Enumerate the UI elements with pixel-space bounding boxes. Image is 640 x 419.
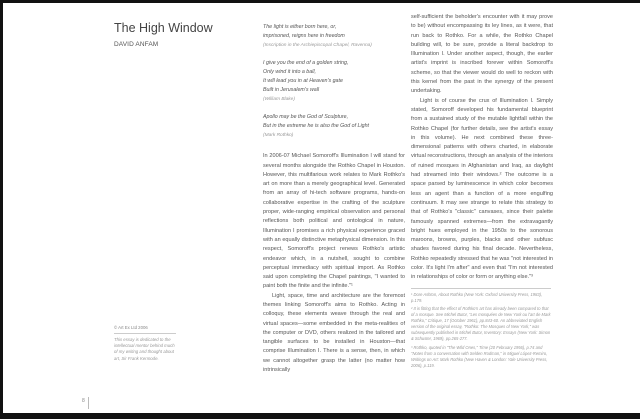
epigraph-line: Only wind it into a ball,	[263, 68, 316, 75]
epigraph-source: (Inscription in the Archiepiscopal Chapel, Ravenna)	[263, 43, 372, 49]
epigraph-line: Built in Jerusalem's wall	[263, 87, 320, 94]
body-paragraph: Light, space, time and architecture are the foremost themes linking Somoroff's aims to Rothko. Acting in colloquy, these elements weave through the real and virtual spaces—some embedded in the meta-realities of the computer or DVD, others realized in the tailored and tangible surfaces to be installed in Houston—that comprise Illumination I. There is a sense, then, in which we cannot altogether grasp the latter (no matter how intrinsically	[263, 292, 405, 374]
epigraph-line: It will lead you in at Heaven's gate	[263, 78, 343, 85]
author-name: DAVID ANFAM	[114, 41, 159, 48]
epigraph	[263, 23, 405, 51]
epigraph	[263, 59, 405, 105]
copyright-notice: © Art Ex Ltd 2006	[114, 325, 176, 334]
body-paragraph: In 2006-07 Michael Somoroff's Illumination I will stand for several months alongside the Rothko Chapel in Houston. However, this multifarious work relates to Mark Rothko's art on more than a merely geographical level. Generated from an array of hi-tech software programs, hands-on collaborative expertise in the crafting of the sculpture proper, wide-ranging empirical observation and personal reflections both political and ontological in nature, Illumination I promises a rich physical experience graced with an equally distinctive metaphysical dimension. In this respect, Somoroff's project renews Rothko's artistic endeavor which, in a nutshell, sought to combine perceptual immediacy with spiritual import. As Rothko said upon completing the Chapel paintings, "I wanted to paint both the finite and the infinite."¹	[263, 153, 405, 290]
epigraph-line: imprisoned, reigns here in freedom	[263, 33, 345, 40]
left-text-stack	[263, 23, 405, 375]
page-number: 8	[82, 398, 85, 404]
epigraph-line: The light is either born here, or,	[263, 24, 337, 30]
body-paragraph-continued: self-sufficient the beholder's encounter with it may prove to be) without encompassing its ley lines, as it were, that run back to Rothko. For a while, the Rothko Chapel building will, to be sure, provide a literal backdrop to Illumination I. Under another aspect, though, the earlier artist's imprint is inscribed forever within Somoroff's scheme, so that the viewer would do well to reckon with this kernel from the past in the synergy of the present undertaking.	[411, 14, 553, 95]
epigraph-line: But in the extreme he is also the God of Light	[263, 122, 369, 129]
book-page-spread	[3, 3, 640, 413]
epigraph-source: (William Blake)	[263, 97, 295, 103]
epigraph-line: Apollo may be the God of Sculpture,	[263, 113, 349, 120]
footnote: ³ Rothko, quoted in "The Wild Ones," Time (20 February 1956), p.74 and "Notes from a conversation with Selden Rodman," in Miguel López-Remiro, Writings on Art: Mark Rothko (New Haven & London: Yale University Press, 2006), p.119.	[411, 344, 548, 368]
colophon	[114, 325, 176, 362]
footnotes	[411, 292, 553, 372]
epigraph-source: (Mark Rothko)	[263, 133, 294, 139]
page-number-rule	[88, 397, 89, 409]
dedication: This essay is dedicated to the intellectual mentor behind much of my writing and thought about art, Sir Frank Kermode.	[114, 337, 175, 361]
epigraphs	[263, 23, 405, 148]
epigraph-line: I give you the end of a golden string,	[263, 59, 349, 66]
footnote-divider	[411, 288, 551, 289]
body-paragraph: Light is of course the crux of Illumination I. Simply stated, Somoroff developed his fundamental blueprint from a sustained study of the mutable lightfall within the Rothko Chapel (for further details, see the artist's essay in this volume). He next combined these three-dimensional patterns with others charted, in elaborate virtual reconstructions, through an analysis of the interiors of ruined mosques in Afghanistan and Iraq, as daylight had streamed into their windows.² The outcome is a space parsed by luminescence in which color becomes less an agent than a function of a more engulfing continuum. It may see strange to relate this strategy to that of Rothko's "classic" canvases, since their palette famously spanned extremes—from the extravagantly bright hues employed in the 1950s to the sonorous maroons, browns, purples, blacks and other subfusc shades favored during his final decade. Nevertheless, Rothko repeatedly stressed that he was "not interested in color. It's light I'm after" and even that "I'm not interested in relationships of color or form or anything else."³	[411, 97, 553, 281]
right-text-stack	[411, 13, 553, 371]
body-column-right	[411, 13, 553, 283]
essay-title: The High Window	[114, 21, 213, 35]
footnote: ² It is fitting that the effect of Rothko's art has already been compared to that of a mosque. See Michel Butor, "Les mosquées de New York ou l'art de Mark Rothko," Critique, 17 (October 1961), pp.843-60. An abbreviated English version of the original essay, "Rothko: The Mosques of New York," was subsequently published in Michel Butor, Inventory: Essays (New York: Simon & Schuster, 1969), pp.265-277.	[411, 306, 551, 341]
epigraph	[263, 113, 405, 141]
body-column-left	[263, 152, 405, 375]
footnote: ¹ Dore Ashton, About Rothko (New York: Oxford University Press, 1983), p.179.	[411, 291, 543, 303]
